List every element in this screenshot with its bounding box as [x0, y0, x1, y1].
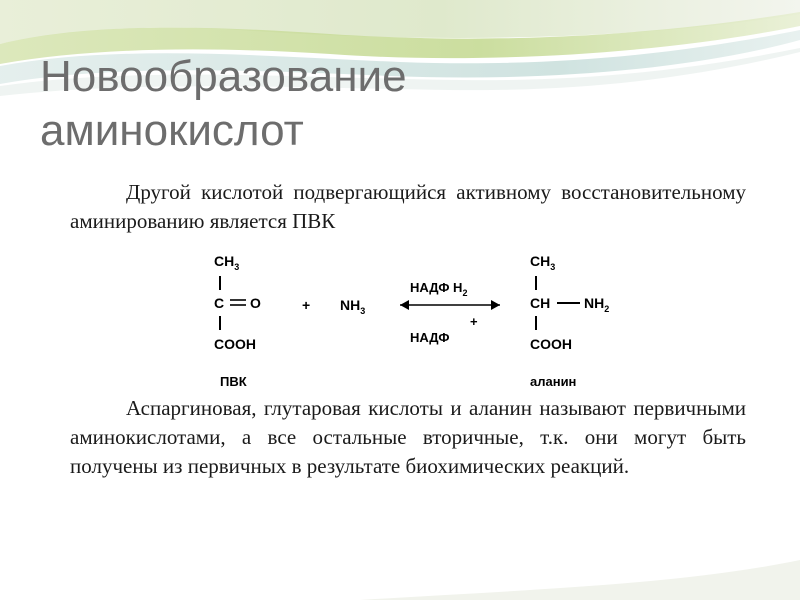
- cofactor-nadph: НАДФ $H_2$: [410, 280, 468, 298]
- alanine-ch3: $CH_3$: [530, 253, 556, 272]
- plus-sign: +: [302, 297, 311, 313]
- title-line-1: Новообразование: [40, 52, 407, 101]
- intro-paragraph-text: Другой кислотой подвергающийся активному восстановительному аминированию является ПВК: [70, 180, 746, 233]
- alanine-ch: CH: [530, 295, 551, 311]
- cofactor-plus: +: [470, 314, 478, 329]
- conclusion-paragraph-text: Аспаргиновая, глутаровая кислоты и аланин называют первичными аминокислотами, а все остальные вторичные, т.к. они могут быть получены из первичных в результате биохимических реакций.: [70, 396, 746, 478]
- ammonia-formula: $NH_3$: [340, 297, 366, 316]
- pyruvate-ch3: $CH_3$: [214, 253, 240, 272]
- conclusion-paragraph: [70, 394, 746, 481]
- arrow-head-right: [491, 300, 500, 310]
- intro-paragraph: [70, 178, 746, 236]
- page-title: [40, 50, 600, 158]
- title-line-2: аминокислот: [40, 106, 304, 155]
- alanine-name-label: аланин: [530, 374, 577, 389]
- reaction-scheme: [200, 246, 640, 396]
- alanine-nh2: $NH_2$: [584, 295, 610, 314]
- pyruvate-oxygen: O: [250, 295, 261, 311]
- pyruvate-name-label: ПВК: [220, 374, 247, 389]
- pyruvate-cooh: COOH: [214, 336, 256, 352]
- arrow-head-left: [400, 300, 409, 310]
- alanine-cooh: COOH: [530, 336, 572, 352]
- cofactor-nadp: НАДФ: [410, 330, 450, 345]
- pyruvate-carbon: C: [214, 295, 225, 311]
